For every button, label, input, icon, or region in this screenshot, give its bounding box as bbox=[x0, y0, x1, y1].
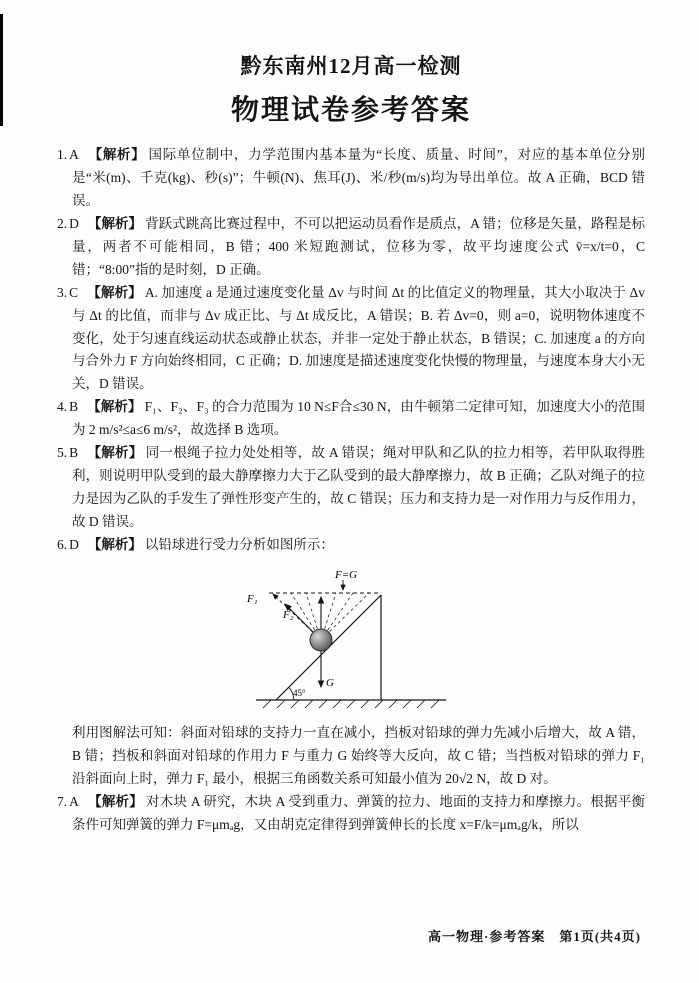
answers-body bbox=[57, 144, 645, 837]
item-answer: B bbox=[69, 445, 79, 461]
force-f2-label: F₂ bbox=[283, 608, 294, 621]
document-header bbox=[57, 50, 645, 128]
answer-item-6 bbox=[57, 534, 645, 557]
item-answer: D bbox=[69, 215, 79, 231]
item-number: 3. bbox=[57, 284, 68, 300]
item-text: 国际单位制中，力学范围内基本量为“长度、质量、时间”，对应的基本单位分别是“米(m)、千克(kg)、秒(s)”；牛顿(N)、焦耳(J)、米/秒(m/s)均为导出单位。故 A 正确，BCD 错误。 bbox=[72, 147, 646, 208]
scan-artifact-line bbox=[0, 14, 3, 126]
item-number: 1. bbox=[57, 147, 68, 162]
item-text: 背跃式跳高比赛过程中，不可以把运动员看作是质点，A 错；位移是矢量，路程是标量，两者不可能相同，B 错；400 米短跑测试，位移为零，故平均速度公式 v̄=x/t=0，C 错；“8:00”指的是时刻，D 正确。 bbox=[72, 215, 645, 277]
item-number: 5. bbox=[57, 445, 68, 461]
analysis-tag: 【解析】 bbox=[87, 284, 142, 300]
analysis-tag: 【解析】 bbox=[87, 793, 144, 809]
item-text: F₁、F₂、F₃ 的合力范围为 10 N≤F合≤30 N，由牛顿第二定律可知，加速度大小的范围为 2 m/s²≤a≤6 m/s²，故选择 B 选项。 bbox=[72, 399, 646, 438]
item-number: 6. bbox=[57, 536, 68, 552]
angle-label: 45° bbox=[293, 687, 306, 698]
item-text: 对木块 A 研究，木块 A 受到重力、弹簧的拉力、地面的支持力和摩擦力。根据平衡条件可知弹簧的弹力 F=μmₐg，又由胡克定律得到弹簧伸长的长度 x=F/k=μmₐg/k，所以 bbox=[72, 793, 646, 832]
footer-text: 高一物理·参考答案 第1页(共4页) bbox=[428, 929, 641, 944]
page-title: 黔东南州12月高一检测 bbox=[240, 54, 462, 78]
item-number: 2. bbox=[57, 215, 68, 231]
force-fg-label: F=G bbox=[335, 568, 358, 581]
item-text: 以铅球进行受力分析如图所示： bbox=[144, 536, 334, 552]
answer-item-6-continued bbox=[57, 722, 645, 791]
answer-item-5 bbox=[57, 442, 645, 534]
item-text: A. 加速度 a 是通过速度变化量 Δv 与时间 Δt 的比值定义的物理量，其大小取决于 Δv 与 Δt 的比值，而非与 Δv 成正比、与 Δt 成反比，A 错误；B. 若 Δv=0，则 a=0，说明物体速度不变化，处于匀速直线运动状态或静止状态，并非一定处于静止状态，B 错误；C. 加速度 a 的方向与合外力 F 方向始终相同，C 正确；D. 加速度是描述速度变化快慢的物理量，与速度本身大小无关，D 错误。 bbox=[72, 284, 645, 392]
item-number: 4. bbox=[57, 399, 68, 415]
answer-item-1 bbox=[57, 144, 645, 213]
analysis-tag: 【解析】 bbox=[87, 147, 146, 162]
item-answer: C bbox=[69, 284, 79, 300]
item-answer: A bbox=[69, 793, 79, 809]
force-diagram bbox=[231, 560, 471, 715]
answer-item-7 bbox=[57, 791, 645, 837]
answer-item-2 bbox=[57, 213, 645, 282]
page-footer bbox=[428, 926, 641, 945]
force-diagram-figure bbox=[57, 560, 645, 720]
item-answer: B bbox=[69, 399, 79, 415]
analysis-tag: 【解析】 bbox=[87, 445, 143, 461]
item-answer: A bbox=[69, 147, 79, 162]
shot-ball bbox=[310, 629, 332, 651]
gravity-label: G bbox=[326, 676, 334, 689]
item-number: 7. bbox=[57, 793, 68, 809]
analysis-tag: 【解析】 bbox=[87, 536, 142, 552]
item-text: 利用图解法可知：斜面对铅球的支持力一直在减小，挡板对铅球的弹力先减小后增大，故 A 错，B 错；挡板和斜面对铅球的作用力 F 与重力 G 始终等大反向，故 C 错；当挡板对铅球的弹力 F₁ 沿斜面向上时，弹力 F₁ 最小，根据三角函数关系可知最小值为 20√2 N，故 D 对。 bbox=[72, 724, 645, 786]
ground-hatching bbox=[263, 700, 439, 708]
page-subtitle: 物理试卷参考答案 bbox=[230, 95, 471, 126]
item-text: 同一根绳子拉力处处相等，故 A 错误；绳对甲队和乙队的拉力相等，若甲队取得胜利，则说明甲队受到的最大静摩擦力大于乙队受到的最大静摩擦力，故 B 正确；乙队对绳子的拉力是因为乙队的手发生了弹性形变产生的，故 C 错误；压力和支持力是一对作用力与反作用力，故 D 错误。 bbox=[72, 445, 645, 529]
item-answer: D bbox=[69, 536, 79, 552]
analysis-tag: 【解析】 bbox=[87, 399, 142, 415]
answer-item-4 bbox=[57, 396, 645, 442]
analysis-tag: 【解析】 bbox=[87, 215, 143, 231]
force-f1-label: F₁ bbox=[247, 592, 258, 605]
answer-item-3 bbox=[57, 282, 645, 397]
